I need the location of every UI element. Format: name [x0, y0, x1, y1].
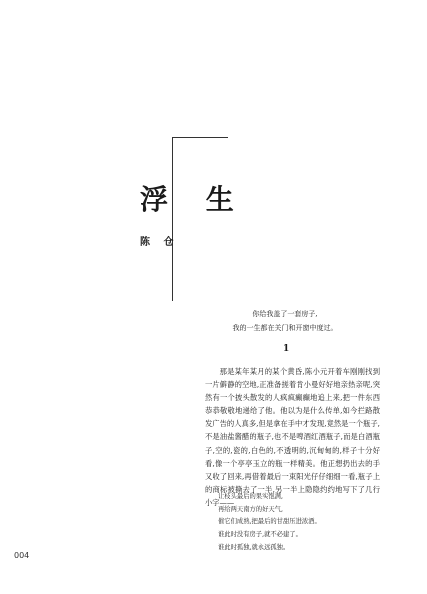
- page-number: 004: [14, 551, 30, 560]
- body-paragraph-text: 那是某年某月的某个黄昏,陈小元开着车刚刚找到一片僻静的空地,正准备搓着肯小曼好好地亲热亲呢,突然有一个披头散发的人疯疯癫癫地追上来,把一件东西恭恭敬敬地递给了他。他以为是什么传单,如今拦路散发广告的人真多,但是拿在手中才发现,竟然是一个瓶子,不是油盐酱醋的瓶子,也不是啤酒红酒瓶子,而是白酒瓶子,空的,瓷的,白色的,不透明的,沉甸甸的,样子十分好看,像一个亭亭玉立的瓶一样精美。他正想扔出去的手又收了回来,再借着最后一束阳光仔仔细细一看,瓶子上的商标被撕去了一半,另一半上隐隐约约地写下了几行小字——: [205, 367, 380, 507]
- poem-line: 让枝头最后的果实饱满,: [218, 493, 283, 500]
- epigraph-line-1: 你给我盖了一套房子,: [252, 310, 318, 318]
- poem-line: 催它们成熟,把最后的甘甜压进浓酒。: [218, 518, 321, 526]
- poem-line: 谁此时没有房子,就不必建了。: [218, 531, 302, 539]
- section-number: 1: [283, 344, 290, 354]
- poem-line: 谁此时孤独,就永远孤独。: [218, 543, 290, 551]
- decorative-horizontal-rule: [172, 137, 228, 138]
- author-name: 陈 仓: [140, 237, 179, 248]
- body-paragraph: [205, 365, 380, 509]
- decorative-vertical-rule: [172, 137, 173, 301]
- poem-line: 再给两天南方的好天气,: [218, 505, 283, 513]
- epigraph-line-2: 我的一生都在关门和开窗中度过。: [232, 324, 338, 332]
- chapter-title: 浮 生: [140, 183, 248, 216]
- quoted-poem: [218, 491, 321, 555]
